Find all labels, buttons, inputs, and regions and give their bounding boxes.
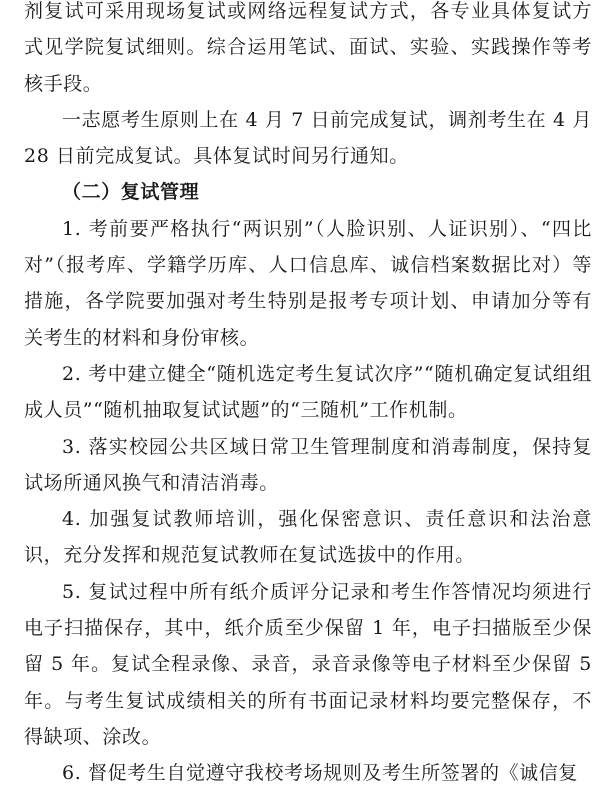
- list-item: 2. 考中建立健全“随机选定考生复试次序”“随机确定复试组组成人员”“随机抽取复试试题”的“三随机”工作机制。: [24, 362, 592, 422]
- paragraph-schedule: 一志愿考生原则上在 4 月 7 日前完成复试，调剂考生在 4 月 28 日前完成复试。具体复试时间另行通知。: [24, 108, 592, 168]
- paragraph-continuation: 剂复试可采用现场复试或网络远程复试方式，各专业具体复试方式见学院复试细则。综合运用笔试、面试、实验、实践操作等考核手段。: [24, 0, 592, 95]
- list-item: 5. 复试过程中所有纸介质评分记录和考生作答情况均须进行电子扫描保存，其中，纸介质至少保留 1 年，电子扫描版至少保留 5 年。复试全程录像、录音，录音录像等电子材料至少保留 5 年。与考生复试成绩相关的所有书面记录材料均要完整保存，不得缺项、涂改。: [24, 580, 592, 748]
- list-item: 1. 考前要严格执行“两识别”（人脸识别、人证识别）、“四比对”（报考库、学籍学历库、人口信息库、诚信档案数据比对）等措施，各学院要加强对考生特别是报考专项计划、申请加分等有关考生的材料和身份审核。: [24, 217, 592, 349]
- section-heading: （二）复试管理: [62, 181, 200, 204]
- list-item: 3. 落实校园公共区域日常卫生管理制度和消毒制度，保持复试场所通风换气和清洁消毒。: [24, 435, 592, 494]
- list-item: 4. 加强复试教师培训，强化保密意识、责任意识和法治意识，充分发挥和规范复试教师在复试选拔中的作用。: [24, 508, 592, 567]
- list-item: 6. 督促考生自觉遵守我校考场规则及考生所签署的《诚信复: [62, 762, 578, 785]
